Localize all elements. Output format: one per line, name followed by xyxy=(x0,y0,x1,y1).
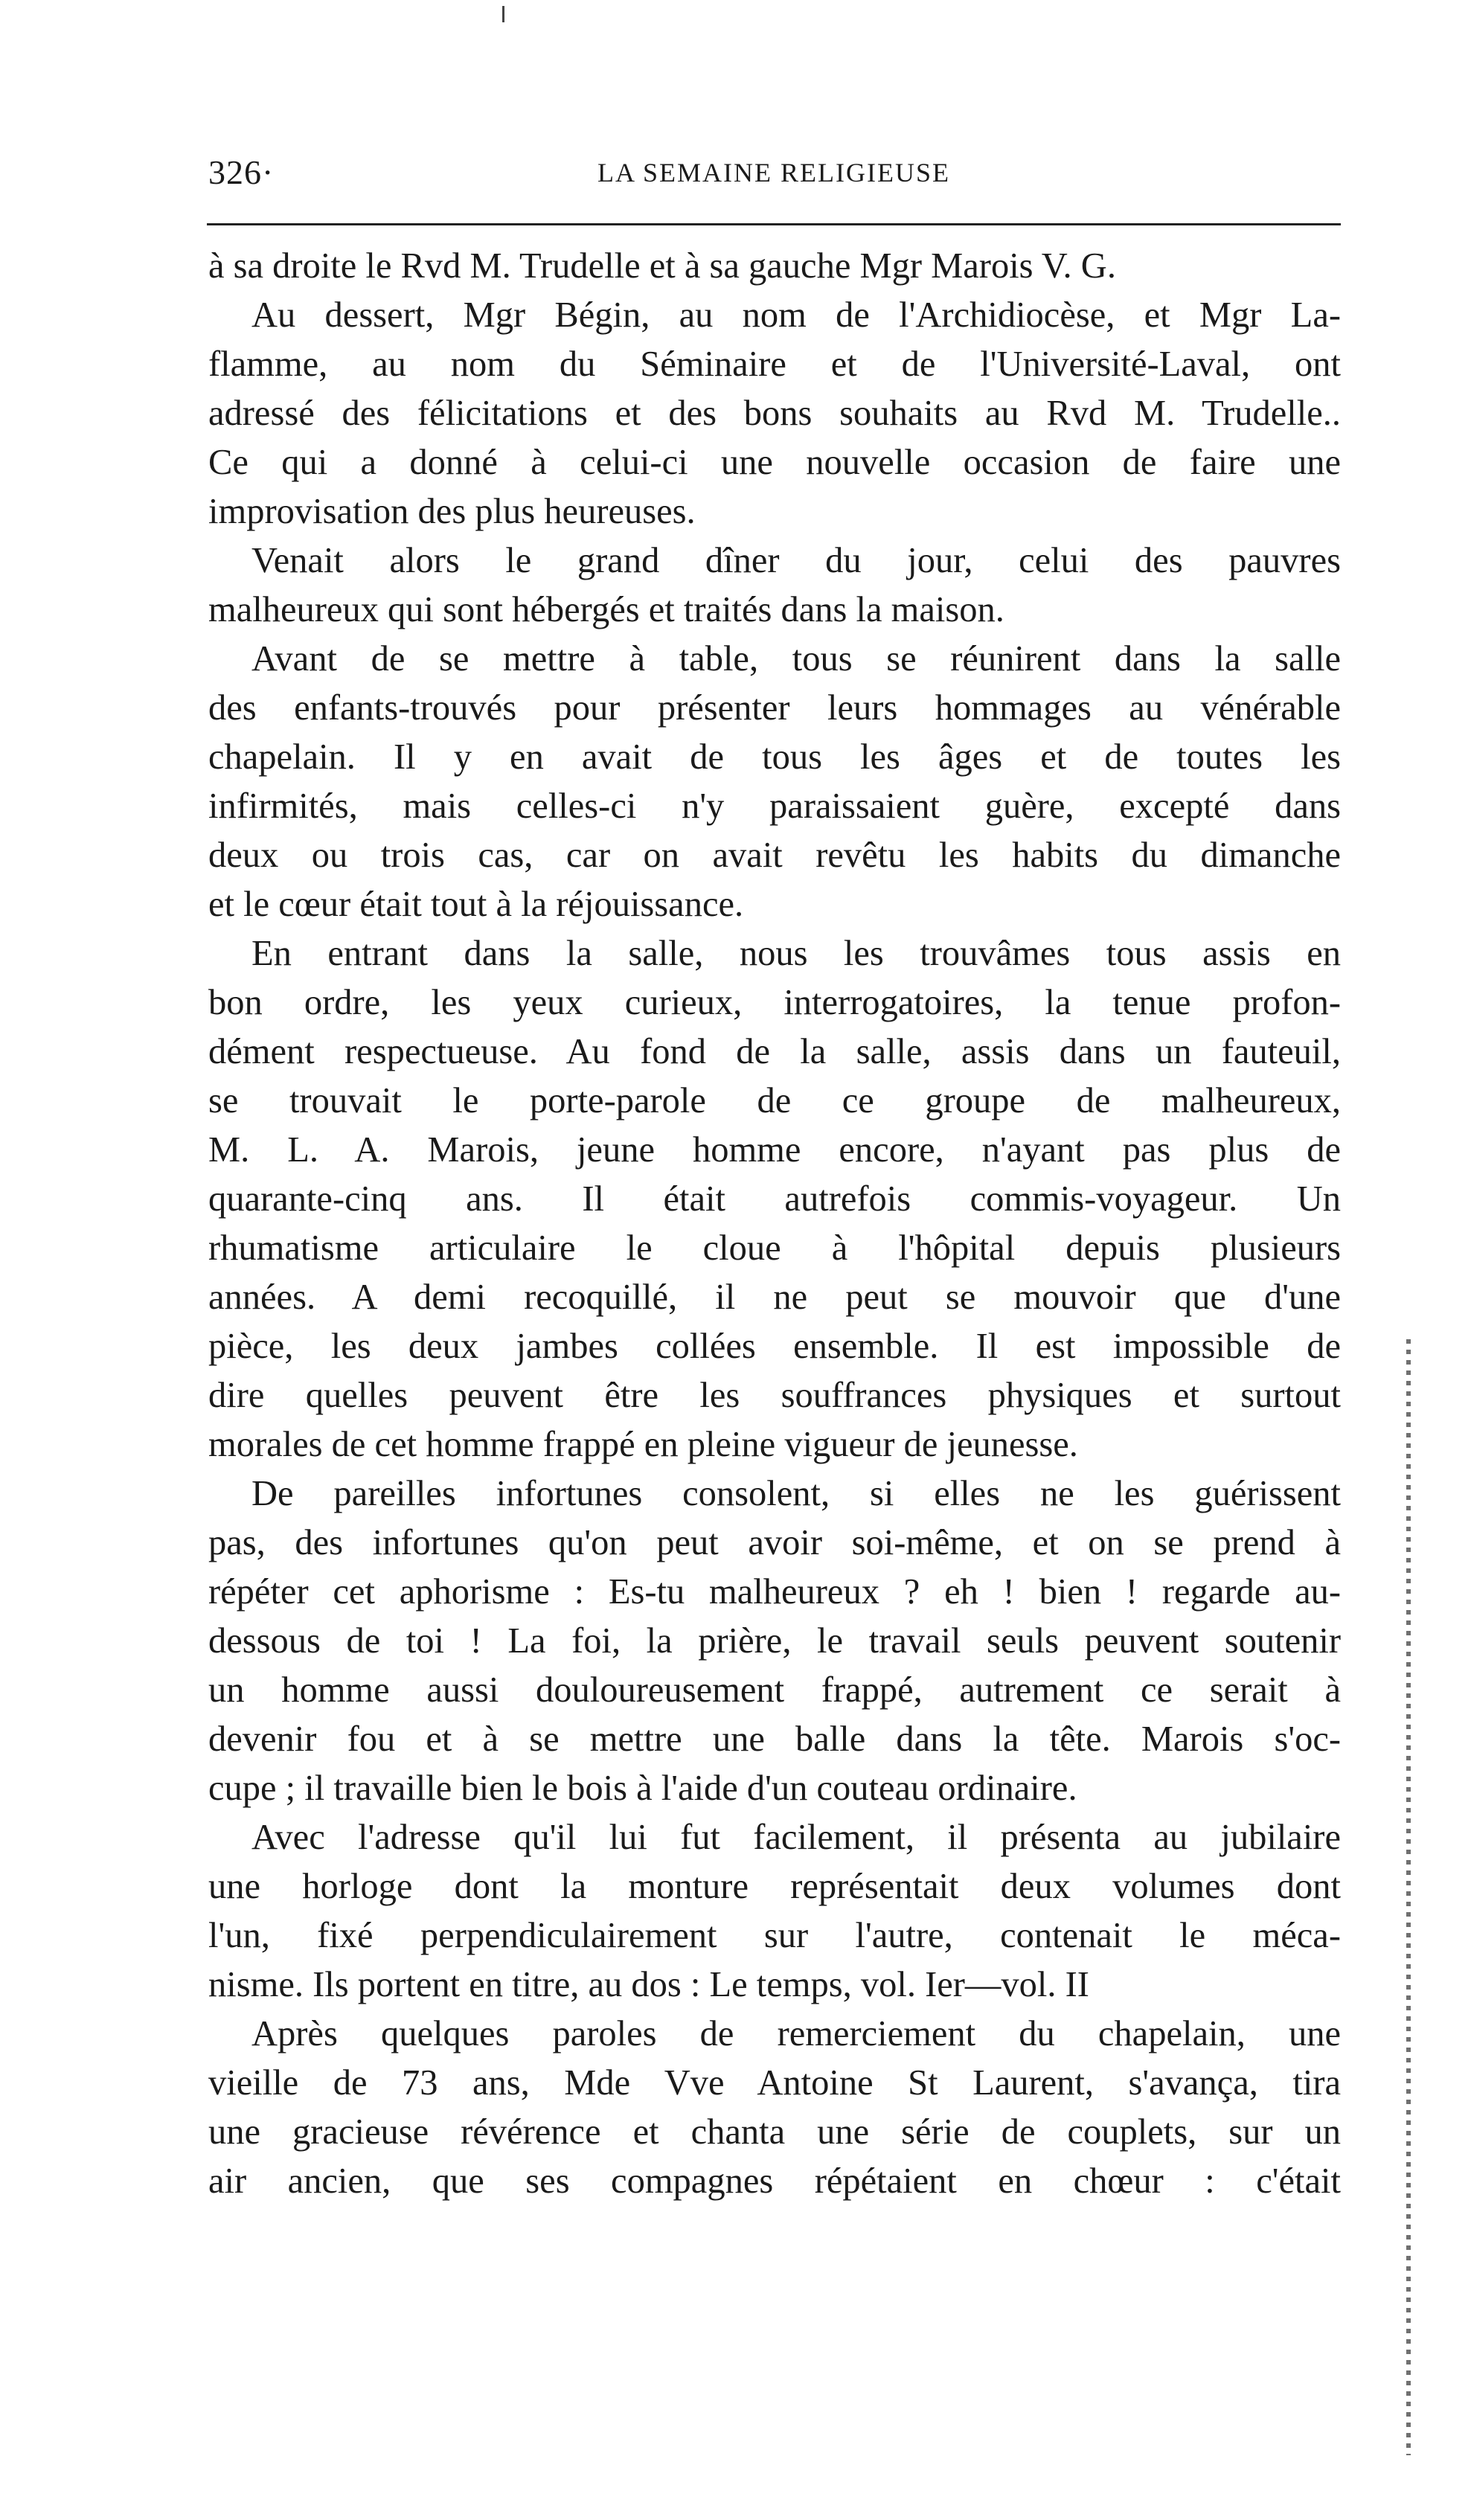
text-line: Avec l'adresse qu'il lui fut facilement, il présenta au jubilaire xyxy=(251,1818,1341,1857)
text-line: pièce, les deux jambes collées ensemble. Il est impossible de xyxy=(208,1327,1341,1366)
text-line: Ce qui a donné à celui-ci une nouvelle occasion de faire une xyxy=(208,443,1341,482)
text-line: l'un, fixé perpendiculairement sur l'autre, contenait le méca- xyxy=(208,1916,1341,1955)
text-line: deux ou trois cas, car on avait revêtu les habits du dimanche xyxy=(208,836,1341,875)
text-line: De pareilles infortunes consolent, si elles ne les guérissent xyxy=(251,1474,1341,1513)
text-line: pas, des infortunes qu'on peut avoir soi-même, et on se prend à xyxy=(208,1523,1341,1562)
text-line: à sa droite le Rvd M. Trudelle et à sa gauche Mgr Marois V. G. xyxy=(208,246,1116,286)
text-line: un homme aussi douloureusement frappé, autrement ce serait à xyxy=(208,1670,1341,1710)
text-line: et le cœur était tout à la réjouissance. xyxy=(208,885,744,924)
text-line: En entrant dans la salle, nous les trouvâmes tous assis en xyxy=(251,934,1341,973)
text-line: adressé des félicitations et des bons souhaits au Rvd M. Trudelle.. xyxy=(208,394,1341,433)
text-line: se trouvait le porte-parole de ce groupe de malheureux, xyxy=(208,1081,1341,1120)
margin-binding-marks xyxy=(1406,1339,1411,2455)
text-line: chapelain. Il y en avait de tous les âges et de toutes les xyxy=(208,737,1341,777)
text-line: Au dessert, Mgr Bégin, au nom de l'Archidiocèse, et Mgr La- xyxy=(251,295,1341,335)
text-line: air ancien, que ses compagnes répétaient en chœur : c'était xyxy=(208,2161,1341,2201)
text-line: malheureux qui sont hébergés et traités dans la maison. xyxy=(208,590,1004,629)
text-line: infirmités, mais celles-ci n'y paraissaient guère, excepté dans xyxy=(208,786,1341,826)
text-line: quarante-cinq ans. Il était autrefois commis-voyageur. Un xyxy=(208,1179,1341,1219)
text-line: années. A demi recoquillé, il ne peut se mouvoir que d'une xyxy=(208,1277,1341,1317)
page-header xyxy=(208,153,1339,205)
text-line: dément respectueuse. Au fond de la salle, assis dans un fauteuil, xyxy=(208,1032,1341,1071)
text-line: une horloge dont la monture représentait deux volumes dont xyxy=(208,1867,1341,1906)
body-text xyxy=(208,242,1341,2206)
text-line: dire quelles peuvent être les souffrances physiques et surtout xyxy=(208,1376,1341,1415)
text-line: des enfants-trouvés pour présenter leurs hommages au vénérable xyxy=(208,688,1341,728)
text-line: nisme. Ils portent en titre, au dos : Le temps, vol. Ier—vol. II xyxy=(208,1965,1089,2004)
text-line: Venait alors le grand dîner du jour, celui des pauvres xyxy=(251,541,1341,580)
text-line: dessous de toi ! La foi, la prière, le travail seuls peuvent soutenir xyxy=(208,1621,1341,1661)
page-number: 326· xyxy=(208,153,275,191)
text-line: M. L. A. Marois, jeune homme encore, n'ayant pas plus de xyxy=(208,1130,1341,1170)
running-title: LA SEMAINE RELIGIEUSE xyxy=(597,158,950,187)
text-line: Avant de se mettre à table, tous se réunirent dans la salle xyxy=(251,639,1341,679)
stray-ink-mark xyxy=(502,6,504,22)
text-line: répéter cet aphorisme : Es-tu malheureux ? eh ! bien ! regarde au- xyxy=(208,1572,1341,1612)
text-line: improvisation des plus heureuses. xyxy=(208,492,696,531)
header-rule xyxy=(207,223,1341,225)
text-line: morales de cet homme frappé en pleine vigueur de jeunesse. xyxy=(208,1425,1078,1464)
text-line: devenir fou et à se mettre une balle dans la tête. Marois s'oc- xyxy=(208,1719,1341,1759)
text-line: Après quelques paroles de remerciement du chapelain, une xyxy=(251,2014,1341,2053)
text-line: rhumatisme articulaire le cloue à l'hôpital depuis plusieurs xyxy=(208,1228,1341,1268)
text-line: cupe ; il travaille bien le bois à l'aide d'un couteau ordinaire. xyxy=(208,1769,1077,1808)
text-line: flamme, au nom du Séminaire et de l'Université-Laval, ont xyxy=(208,344,1341,384)
text-line: vieille de 73 ans, Mde Vve Antoine St Laurent, s'avança, tira xyxy=(208,2063,1341,2103)
text-line: bon ordre, les yeux curieux, interrogatoires, la tenue profon- xyxy=(208,983,1341,1022)
text-line: une gracieuse révérence et chanta une série de couplets, sur un xyxy=(208,2112,1341,2152)
